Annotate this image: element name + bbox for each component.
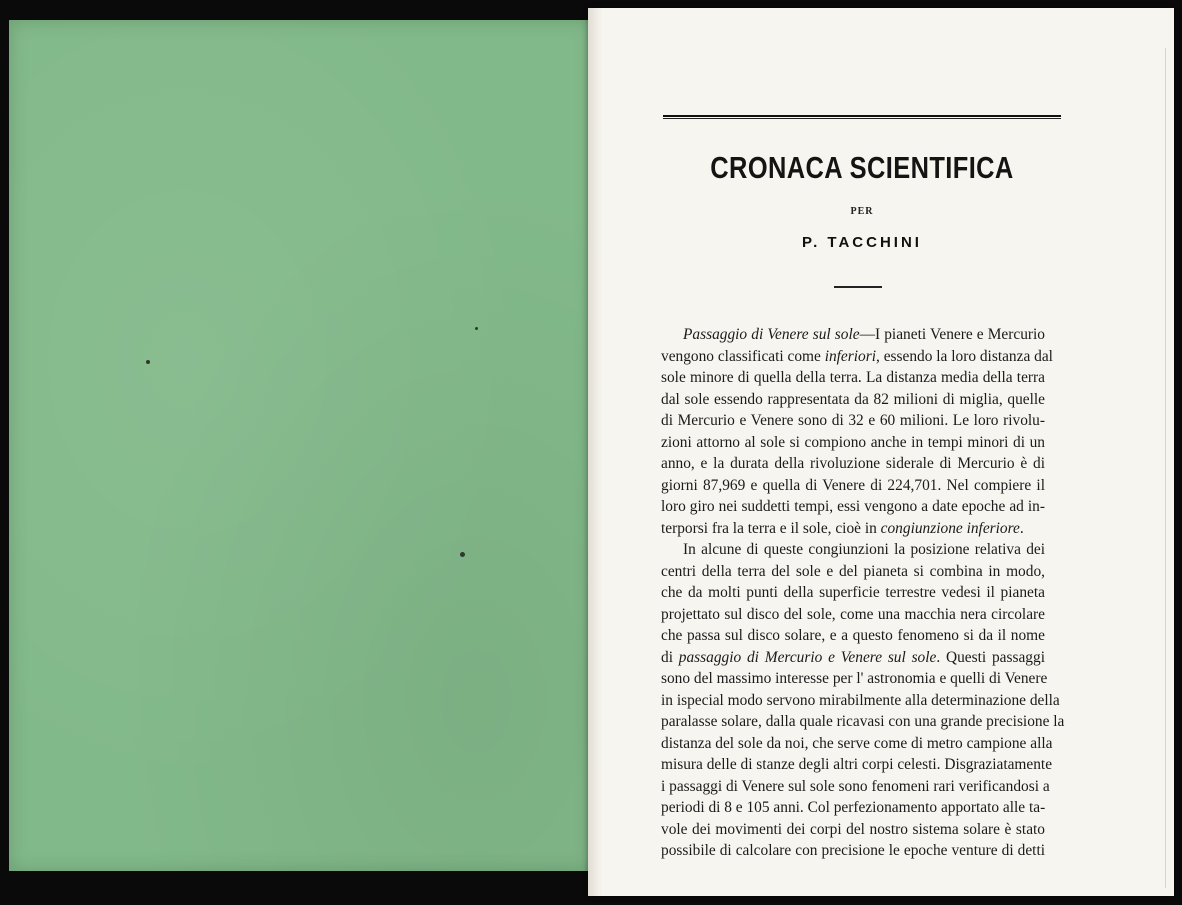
text-line: [661, 776, 1050, 798]
text-line: [661, 690, 1060, 712]
text-segment: In alcune di queste congiunzioni la posizione relativa dei: [683, 541, 1045, 558]
text-line: [661, 819, 1045, 841]
text-line: [661, 582, 1045, 604]
page-title: CRONACA SCIENTIFICA: [710, 150, 1014, 185]
text-line: [661, 389, 1045, 411]
italic-phrase: congiunzione inferiore: [880, 519, 1020, 537]
text-segment: che passa sul disco solare, e a questo fenomeno si da il nome: [661, 627, 1045, 644]
text-line: [661, 625, 1045, 647]
text-segment: .: [1019, 519, 1024, 537]
text-line: [661, 453, 1045, 475]
text-segment: —I pianeti Venere e Mercurio: [859, 326, 1045, 343]
text-segment: distanza del sole da noi, che serve come di metro campione alla: [661, 734, 1053, 752]
text-segment: vengono classificati come: [661, 347, 825, 365]
text-segment: giorni 87,969 e quella di Venere di 224,701. Nel compiere il: [661, 476, 1045, 494]
paper-speck: [460, 552, 465, 557]
text-segment: . Questi passaggi: [936, 648, 1045, 666]
text-line: [661, 496, 1045, 518]
italic-phrase: inferiori: [824, 347, 876, 365]
text-line: [661, 754, 1053, 776]
article-body: [661, 324, 1065, 862]
text-segment: terporsi fra la terra e il sole, cioè in: [661, 519, 881, 537]
text-line: [661, 539, 1045, 561]
text-line: [661, 840, 1045, 862]
text-line: [661, 475, 1045, 497]
text-line: [661, 432, 1045, 454]
text-line: [661, 604, 1045, 626]
text-line: [661, 711, 1065, 733]
page-edge: [1165, 48, 1166, 888]
title-separator-rule: [834, 286, 882, 288]
author-name: P. TACCHINI: [802, 234, 922, 251]
text-segment: i passaggi di Venere sul sole sono fenomeni rari verificandosi a: [661, 777, 1050, 795]
text-line: [661, 647, 1045, 669]
text-segment: possibile di calcolare con precisione le epoche venture di detti: [661, 842, 1045, 859]
text-segment: che da molti punti della superficie terrestre vedesi il pianeta: [661, 584, 1045, 601]
text-segment: sono del massimo interesse per l' astronomia e quelli di Venere: [661, 670, 1048, 687]
italic-phrase: Passaggio di Venere sul sole: [683, 326, 860, 343]
green-cover-page: [9, 20, 593, 871]
text-line: [661, 561, 1045, 583]
text-line: [661, 733, 1053, 755]
text-line: [661, 797, 1045, 819]
text-segment: di Mercurio e Venere sono di 32 e 60 milioni. Le loro rivolu-: [661, 412, 1045, 429]
text-segment: periodi di 8 e 105 anni. Col perfezionamento apportato alle ta-: [661, 799, 1046, 816]
text-line: [661, 324, 1045, 346]
text-segment: dal sole essendo rappresentata da 82 milioni di miglia, quelle: [661, 390, 1045, 408]
text-segment: zioni attorno al sole si compiono anche in tempi minori di un: [661, 433, 1045, 451]
text-segment: misura delle di stanze degli altri corpi celesti. Disgraziatamente: [661, 756, 1053, 773]
byline-per: PER: [850, 206, 874, 217]
paper-speck: [475, 327, 478, 330]
text-segment: projettato sul disco del sole, come una macchia nera circolare: [661, 605, 1045, 623]
text-segment: di: [661, 648, 679, 666]
text-segment: loro giro nei suddetti tempi, essi vengono a date epoche ad in-: [661, 498, 1045, 515]
paper-speck: [146, 360, 150, 364]
text-segment: , essendo la loro distanza dal: [876, 347, 1053, 365]
text-line: [661, 518, 1045, 540]
text-segment: in ispecial modo servono mirabilmente alla determinazione della: [661, 691, 1060, 709]
text-segment: vole dei movimenti dei corpi del nostro sistema solare è stato: [661, 820, 1045, 838]
italic-phrase: passaggio di Mercurio e Venere sul sole: [678, 648, 937, 666]
text-segment: paralasse solare, dalla quale ricavasi con una grande precisione la: [661, 713, 1065, 730]
text-segment: anno, e la durata della rivoluzione siderale di Mercurio è di: [661, 455, 1045, 472]
text-line: [661, 410, 1045, 432]
text-segment: centri della terra del sole e del pianeta si combina in modo,: [661, 562, 1045, 580]
text-line: [661, 668, 1048, 690]
header-double-rule: [663, 115, 1061, 119]
text-line: [661, 346, 1053, 368]
text-line: [661, 367, 1045, 389]
text-segment: sole minore di quella della terra. La distanza media della terra: [661, 369, 1045, 386]
